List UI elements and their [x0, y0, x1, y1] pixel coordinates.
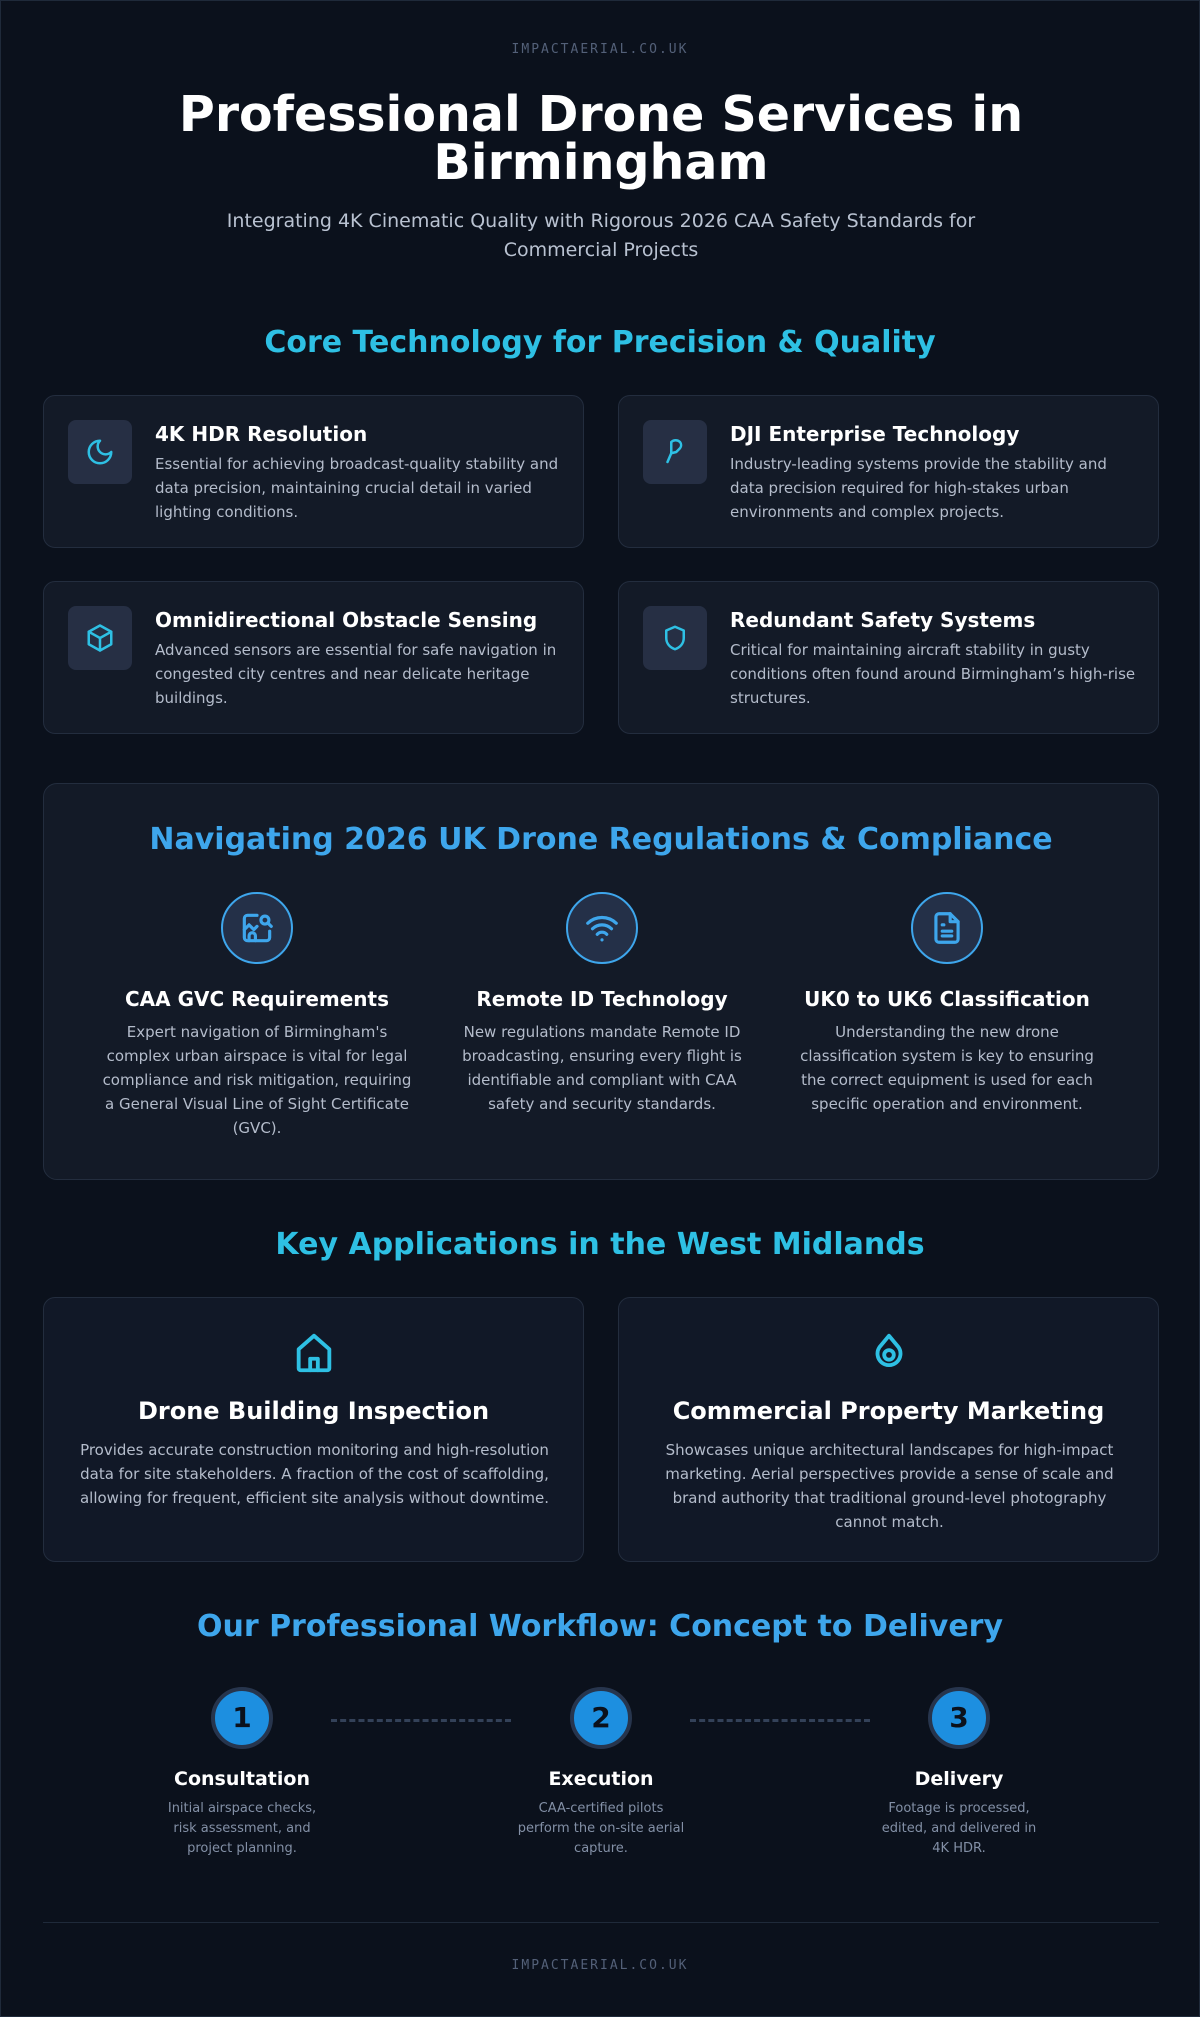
tech-card-title: Omnidirectional Obstacle Sensing — [155, 608, 538, 632]
hero-title: Professional Drone Services in Birmingham — [178, 86, 1024, 191]
application-card-property-marketing — [618, 1297, 1159, 1562]
regulation-description: New regulations mandate Remote ID broadcasting, ensuring every flight is identifiable and compliant with CAA safety and security standards. — [462, 1023, 742, 1113]
tech-card-title: DJI Enterprise Technology — [730, 422, 1020, 446]
workflow-connector — [690, 1719, 870, 1722]
workflow-heading: Our Professional Workflow: Concept to Delivery — [196, 1609, 1004, 1644]
site-domain-header[interactable]: IMPACTAERIAL.CO.UK — [511, 42, 689, 57]
step-title: Execution — [548, 1768, 654, 1790]
tech-card-description: Critical for maintaining aircraft stability in gusty conditions often found around Birmingham’s high-rise structures. — [730, 641, 1136, 707]
applications-heading: Key Applications in the West Midlands — [275, 1227, 925, 1262]
location-pin-icon-wrapper — [619, 1330, 1158, 1376]
tech-card-description: Advanced sensors are essential for safe navigation in congested city centres and near delicate heritage buildings. — [155, 641, 557, 707]
feather-icon — [643, 420, 707, 484]
regulation-description: Understanding the new drone classification system is key to ensuring the correct equipment is used for each specific operation and environment. — [800, 1023, 1094, 1113]
technology-heading: Core Technology for Precision & Quality — [264, 325, 936, 360]
regulation-item-gvc — [97, 892, 417, 1140]
step-description: Initial airspace checks, risk assessment, and project planning. — [167, 1801, 317, 1856]
regulation-item-classification — [787, 892, 1107, 1116]
application-card-building-inspection — [43, 1297, 584, 1562]
tech-card-dji-enterprise — [618, 395, 1159, 548]
step-number-badge: 3 — [928, 1687, 990, 1749]
moon-icon — [68, 420, 132, 484]
regulations-heading: Navigating 2026 UK Drone Regulations & Compliance — [149, 822, 1053, 857]
step-description: Footage is processed, edited, and delivered in 4K HDR. — [881, 1801, 1037, 1856]
footer-divider — [43, 1922, 1159, 1923]
tech-card-description: Essential for achieving broadcast-quality stability and data precision, maintaining crucial detail in varied lighting conditions. — [155, 455, 559, 521]
step-number-badge: 2 — [570, 1687, 632, 1749]
step-title: Delivery — [914, 1768, 1004, 1790]
wifi-icon — [566, 892, 638, 964]
regulation-description: Expert navigation of Birmingham's complex urban airspace is vital for legal compliance and risk mitigation, requiring a General Visual Line of Sight Certificate (GVC). — [102, 1023, 412, 1137]
regulation-item-remote-id — [442, 892, 762, 1116]
application-title: Commercial Property Marketing — [672, 1397, 1105, 1425]
tech-card-redundant-safety — [618, 581, 1159, 734]
home-icon-wrapper — [44, 1330, 583, 1376]
workflow-step-execution — [491, 1687, 711, 1859]
tech-card-title: 4K HDR Resolution — [155, 422, 368, 446]
shield-icon — [643, 606, 707, 670]
step-title: Consultation — [174, 1768, 310, 1790]
workflow-step-delivery — [849, 1687, 1069, 1859]
workflow-connector — [331, 1719, 511, 1722]
step-number-badge: 1 — [211, 1687, 273, 1749]
application-title: Drone Building Inspection — [137, 1397, 490, 1425]
document-icon — [911, 892, 983, 964]
site-domain-footer[interactable]: IMPACTAERIAL.CO.UK — [511, 1958, 689, 1973]
application-description: Provides accurate construction monitoring and high-resolution data for site stakeholders. A fraction of the cost of scaffolding, allowing for frequent, efficient site analysis without downtime. — [79, 1441, 550, 1507]
tech-card-4k-hdr — [43, 395, 584, 548]
application-description: Showcases unique architectural landscapes for high-impact marketing. Aerial perspectives provide a sense of scale and brand authority that traditional ground-level photography cannot match. — [665, 1441, 1114, 1531]
location-pin-icon — [866, 1330, 912, 1376]
map-search-icon — [221, 892, 293, 964]
tech-card-description: Industry-leading systems provide the stability and data precision required for high-stakes urban environments and complex projects. — [730, 455, 1107, 521]
workflow-step-consultation — [132, 1687, 352, 1859]
cube-icon — [68, 606, 132, 670]
step-description: CAA-certified pilots perform the on-site aerial capture. — [517, 1801, 685, 1856]
regulation-title: CAA GVC Requirements — [124, 987, 390, 1011]
tech-card-title: Redundant Safety Systems — [730, 608, 1036, 632]
regulation-title: UK0 to UK6 Classification — [804, 987, 1090, 1011]
regulations-panel — [43, 783, 1159, 1180]
home-icon — [291, 1330, 337, 1376]
regulation-title: Remote ID Technology — [476, 987, 728, 1011]
tech-card-obstacle-sensing — [43, 581, 584, 734]
hero-subtitle: Integrating 4K Cinematic Quality with Rigorous 2026 CAA Safety Standards for Commercial Projects — [226, 210, 976, 261]
